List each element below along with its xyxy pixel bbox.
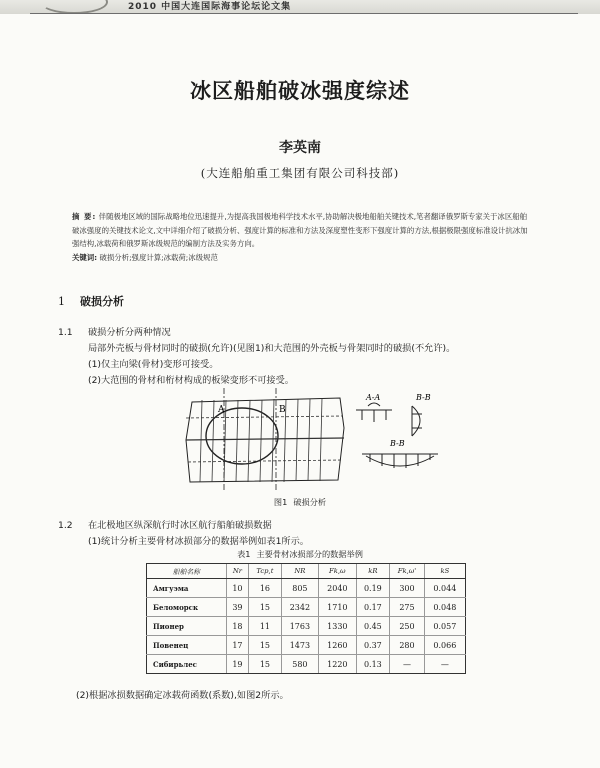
table-cell: 10 bbox=[226, 579, 248, 598]
subsection-title: 破损分析分两种情况 bbox=[88, 327, 171, 338]
keywords bbox=[72, 252, 532, 263]
paragraph-line: 局部外壳板与骨材同时的破损(允许)(见图1)和大范围的外壳板与骨架同时的破损(不允许)。 bbox=[88, 343, 456, 354]
subsection-number: 1.2 bbox=[58, 520, 73, 531]
figure-caption bbox=[0, 497, 600, 508]
table-caption-text: 主要骨材冰损部分的数据举例 bbox=[256, 549, 363, 559]
damage-analysis-figure bbox=[180, 388, 440, 492]
label-b: B bbox=[279, 405, 286, 415]
table-cell: 1220 bbox=[319, 655, 356, 674]
subsection-heading bbox=[58, 324, 171, 338]
table-header-cell: Fk,ω' bbox=[390, 564, 425, 579]
abstract bbox=[72, 210, 532, 251]
table-cell: 0.45 bbox=[356, 617, 390, 636]
paragraph-line: (2)大范围的骨材和桁材构成的板梁变形不可接受。 bbox=[88, 375, 294, 386]
table-cell: 280 bbox=[390, 636, 425, 655]
paper-title: 冰区船舶破冰强度综述 bbox=[190, 78, 410, 103]
table-header-cell: Fk,ω bbox=[319, 564, 356, 579]
table-cell: 0.19 bbox=[356, 579, 390, 598]
table-cell: 300 bbox=[390, 579, 425, 598]
subsection-title: 在北极地区纵深航行时冰区航行船舶破损数据 bbox=[88, 520, 272, 531]
author-affiliation: (大连船舶重工集团有限公司科技部) bbox=[200, 166, 400, 180]
section-heading bbox=[58, 293, 124, 309]
table-cell: — bbox=[390, 655, 425, 674]
table-cell: Повенец bbox=[147, 636, 227, 655]
section-aa-sketch bbox=[356, 403, 392, 422]
table-row bbox=[147, 598, 466, 617]
ice-damage-table bbox=[146, 563, 466, 674]
table-cell: 805 bbox=[281, 579, 318, 598]
table-number: 表1 bbox=[237, 549, 251, 559]
table-header-row bbox=[147, 564, 466, 579]
author-name: 李英南 bbox=[279, 140, 321, 156]
table-header-cell: Nr bbox=[226, 564, 248, 579]
table-cell: Пионер bbox=[147, 617, 227, 636]
table-cell: 15 bbox=[249, 598, 282, 617]
label-bb: B-B bbox=[416, 393, 431, 402]
table-cell: 0.048 bbox=[424, 598, 465, 617]
table-cell: Беломорск bbox=[147, 598, 227, 617]
table-header-cell: 船舶名称 bbox=[147, 564, 227, 579]
figure-number: 图1 bbox=[273, 497, 288, 507]
table-cell: 2040 bbox=[319, 579, 356, 598]
table-header-cell: Tcp,t bbox=[249, 564, 282, 579]
table-cell: 16 bbox=[249, 579, 282, 598]
label-a: A bbox=[218, 405, 225, 415]
table-cell: Амгуэма bbox=[147, 579, 227, 598]
running-header: 2010 中国大连国际海事论坛论文集 bbox=[128, 2, 292, 12]
damage-zone bbox=[206, 408, 278, 464]
table-cell: 2342 bbox=[281, 598, 318, 617]
plate-deflection-sketch bbox=[362, 454, 438, 468]
table-cell: 39 bbox=[226, 598, 248, 617]
subsection-heading bbox=[58, 517, 272, 531]
paragraph-line: (2)根据冰损数据确定冰载荷函数(系数),如图2所示。 bbox=[76, 690, 289, 701]
table-cell: 0.17 bbox=[356, 598, 390, 617]
table-cell: 0.057 bbox=[424, 617, 465, 636]
label-aa: A-A bbox=[366, 393, 381, 402]
table-cell: 19 bbox=[226, 655, 248, 674]
table-header-cell: kR bbox=[356, 564, 390, 579]
section-title: 破损分析 bbox=[80, 295, 124, 308]
header-rule bbox=[30, 13, 578, 14]
table-cell: 15 bbox=[249, 655, 282, 674]
abstract-label: 摘 要: bbox=[72, 212, 97, 221]
table-cell: 11 bbox=[249, 617, 282, 636]
subsection-number: 1.1 bbox=[58, 327, 73, 338]
table-cell: 250 bbox=[390, 617, 425, 636]
frame-grid bbox=[186, 398, 344, 482]
table-cell: 580 bbox=[281, 655, 318, 674]
table-row bbox=[147, 636, 466, 655]
table-header-cell: NR bbox=[281, 564, 318, 579]
keywords-text: 破损分析;强度计算;冰载荷;冰级规范 bbox=[99, 253, 218, 262]
table-cell: Сибирьлес bbox=[147, 655, 227, 674]
table-row bbox=[147, 655, 466, 674]
figure-caption-text: 破损分析 bbox=[293, 497, 327, 507]
table-row bbox=[147, 579, 466, 598]
table-cell: 0.37 bbox=[356, 636, 390, 655]
abstract-text: 伴随极地区域的国际战略地位迅速提升,为提高我国极地科学技术水平,协助解决极地船舶关键技术,笔者翻译俄罗斯专家关于冰区船舶破冰强度的关键技术论文,文中详细介绍了破损分析、强度计算的标准和方法及深度塑性变形下强度计算的方法,根据极限强度标准设计抗冰加强结构,冰载荷和俄罗斯冰级规范的编制方法及实务方向。 bbox=[72, 212, 528, 248]
table-cell: 0.13 bbox=[356, 655, 390, 674]
table-cell: 1710 bbox=[319, 598, 356, 617]
table-cell: 1330 bbox=[319, 617, 356, 636]
label-bb-lower: B-B bbox=[390, 439, 405, 448]
table-cell: 17 bbox=[226, 636, 248, 655]
paragraph-line: (1)统计分析主要骨材冰损部分的数据举例如表1所示。 bbox=[88, 536, 309, 547]
keywords-label: 关键词: bbox=[72, 253, 98, 262]
section-number: 1 bbox=[58, 295, 65, 308]
section-bb-sketch bbox=[412, 406, 422, 436]
table-cell: 1473 bbox=[281, 636, 318, 655]
table-cell: 15 bbox=[249, 636, 282, 655]
table-cell: — bbox=[424, 655, 465, 674]
table-header-cell: kS bbox=[424, 564, 465, 579]
table-cell: 0.044 bbox=[424, 579, 465, 598]
table-cell: 1260 bbox=[319, 636, 356, 655]
table-cell: 18 bbox=[226, 617, 248, 636]
paragraph-line: (1)仅主向梁(骨材)变形可接受。 bbox=[88, 359, 219, 370]
table-caption bbox=[0, 549, 600, 560]
table-cell: 0.066 bbox=[424, 636, 465, 655]
table-cell: 1763 bbox=[281, 617, 318, 636]
table-cell: 275 bbox=[390, 598, 425, 617]
table-row bbox=[147, 617, 466, 636]
